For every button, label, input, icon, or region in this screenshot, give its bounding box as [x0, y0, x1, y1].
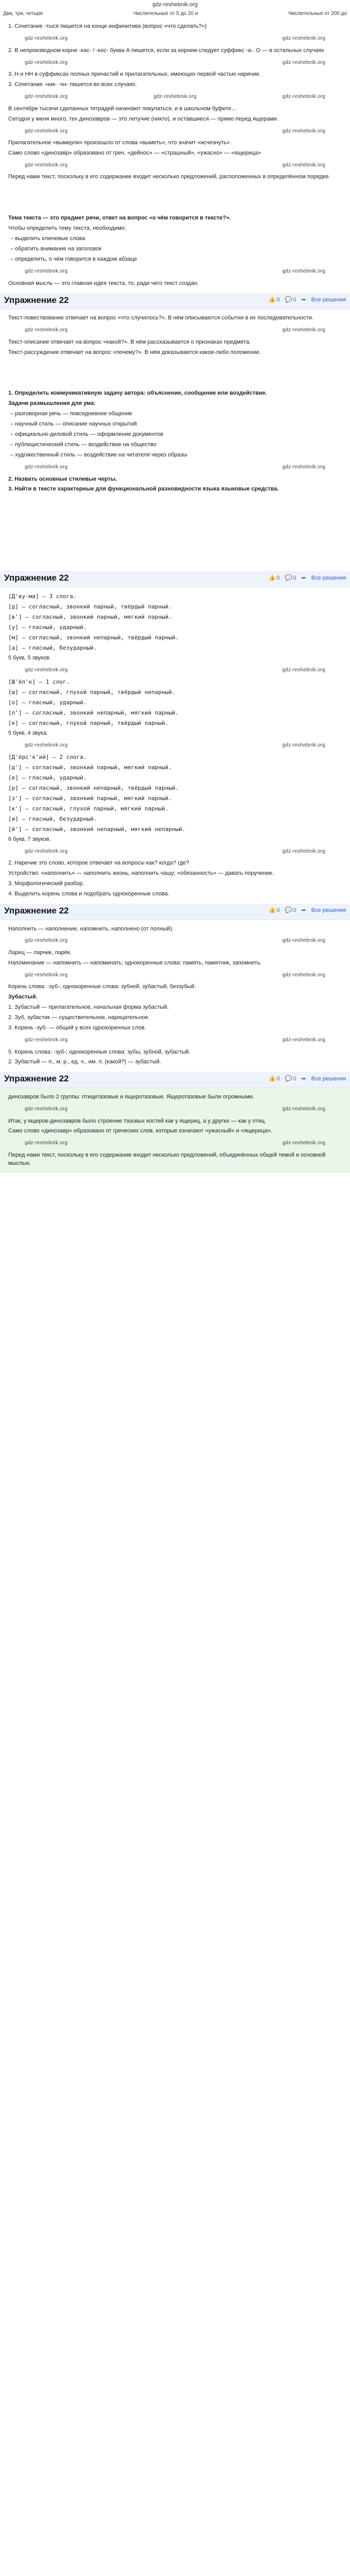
phoneme-line: [р] — согласный, звонкий непарный, твёрдый парный.	[8, 785, 179, 792]
comment-button[interactable]	[285, 296, 296, 304]
watermark: gdz-reshebnik.org	[282, 742, 325, 748]
paragraph: Текст-рассуждение отвечает на вопрос «почему?». В нём доказывается какое-либо положение.	[8, 349, 261, 355]
paragraph: Тема текста — это предмет речи, ответ на вопрос «о чём говорится в тексте?».	[8, 215, 231, 222]
page	[0, 0, 350, 1173]
watermark: gdz-reshebnik.org	[282, 1106, 325, 1112]
list-item: – определить, о чём говорится в каждом абзаце	[4, 255, 346, 265]
section-4	[0, 920, 350, 1072]
watermark: gdz-reshebnik.org	[25, 94, 68, 100]
paragraph: Итак, у ящеров-динозавров было строение тазовых костей как у ящериц, а у других — как у птиц.	[8, 1117, 266, 1124]
phoneme-line: [а] — гласный, безударный.	[8, 644, 97, 651]
comment-icon: 💬	[285, 907, 292, 914]
share-button[interactable]	[301, 574, 306, 583]
phoneme-line: [ш] — согласный, глухой парный, твёрдый непарный.	[8, 689, 176, 696]
like-button[interactable]	[269, 296, 280, 304]
list-item: – публицистический стиль — воздействие на общество	[4, 440, 346, 450]
exercise-title: Упражнение 22	[4, 295, 69, 305]
exercise-title: Упражнение 22	[4, 573, 69, 583]
paragraph: 2. В непроизводном корне -кас- / -кос- буква А пишется, если за корнем следует суффикс -а-. О — в остальных случаях	[8, 47, 325, 54]
list-item: – научный стиль — описание научных открытий	[4, 419, 346, 430]
paragraph: Чтобы определить тему текста, необходимо:	[8, 225, 126, 232]
watermark: gdz-reshebnik.org	[25, 667, 68, 673]
phoneme-line: [в'] — согласный, звонкий парный, мягкий парный.	[8, 613, 172, 620]
watermark: gdz-reshebnik.org	[25, 938, 68, 944]
watermark: gdz-reshebnik.org	[25, 128, 68, 134]
phoneme-line: [и] — гласный, безударный.	[8, 815, 97, 822]
watermark: gdz-reshebnik.org	[153, 94, 197, 100]
watermark: gdz-reshebnik.org	[282, 162, 325, 168]
top-item-2[interactable]: Числительные от 5 до 20 и	[133, 10, 198, 16]
watermark: gdz-reshebnik.org	[282, 667, 325, 673]
phoneme-line: [о] — гласный, ударный.	[8, 699, 87, 706]
phoneme-line: [м] — согласный, звонкий непарный, твёрдый парный.	[8, 634, 179, 641]
watermark: gdz-reshebnik.org	[282, 464, 325, 470]
watermark: gdz-reshebnik.org	[282, 848, 325, 854]
paragraph: Ларец — ларчик, ларёк.	[8, 949, 72, 956]
exercise-header	[0, 293, 350, 310]
watermark: gdz-reshebnik.org	[282, 1140, 325, 1146]
paragraph: Прилагательное «вымерли» произошло от слова «выметь», что значит «исчезнуть».	[8, 140, 232, 146]
list-item: – обратить внимание на заголовок	[4, 244, 346, 255]
exercise-header	[0, 904, 350, 920]
phoneme-line: [е] — гласный, ударный.	[8, 774, 87, 782]
like-count: 0	[276, 1075, 280, 1082]
top-item-3[interactable]: Числительные от 200 до	[288, 10, 347, 16]
section-5	[0, 1088, 350, 1173]
summary: 5 букв, 5 звуков.	[8, 654, 51, 661]
paragraph: Корень слова: -зуб-; однокоренные слова: зубной, зубастый, беззубый.	[8, 984, 196, 990]
phoneme-line: [й'] — согласный, звонкий непарный, мягкий непарный.	[8, 825, 186, 833]
watermark: gdz-reshebnik.org	[25, 1037, 68, 1043]
watermark: gdz-reshebnik.org	[25, 162, 68, 168]
paragraph: динозавров было 2 группы: птицетазовые и ящеротазовые. Ящеротазовые были огромными.	[8, 1094, 254, 1100]
paragraph: 5. Корень слова: -зуб-; однокоренные слова: зубы, зубной, зубастый.	[8, 1048, 190, 1055]
all-answers-link[interactable]: Все решения	[311, 907, 346, 914]
list-item: – выделить ключевые слова	[4, 234, 346, 244]
paragraph: Текст-описание отвечает на вопрос «какой?». В нём рассказывается о признаках предмета.	[8, 338, 251, 345]
list-item: – официально-деловой стиль — оформление документов	[4, 430, 346, 440]
thumbs-up-icon: 👍	[268, 1075, 276, 1082]
paragraph: 1. Сочетание -тыся пишется на конце инфинитива (вопрос «что сделать?»)	[8, 23, 207, 30]
summary: 5 букв, 4 звука.	[8, 730, 48, 736]
transcription: [Ш'ёл'к] — 1 слог.	[8, 679, 70, 686]
watermark: gdz-reshebnik.org	[25, 1140, 68, 1146]
paragraph: В сентябре тысячи сделанных тетрадей начинают покупаться, и в школьном буфете…	[8, 105, 237, 112]
watermark: gdz-reshebnik.org	[282, 1037, 325, 1043]
paragraph: 4. Выделить корень слова и подобрать однокоренные слова.	[8, 890, 169, 897]
comment-icon: 💬	[285, 574, 292, 581]
paragraph: 3. Н и НН в суффиксах полных причастий и прилагательных, имеющих первой частью наречие.	[8, 71, 261, 78]
phoneme-line: [д] — согласный, звонкий парный, твёрдый парный.	[8, 603, 172, 610]
paragraph: 3. Корень -зуб- — общий у всех однокоренных слов.	[8, 1025, 146, 1031]
watermark: gdz-reshebnik.org	[25, 36, 68, 42]
paragraph: Перед нами текст, поскольку в его содержание входит несколько предложений, расположенных в определённом порядке.	[8, 174, 330, 180]
phoneme-line: [к] — согласный, глухой парный, твёрдый парный.	[8, 719, 169, 726]
all-answers-link[interactable]: Все решения	[311, 574, 346, 581]
thumbs-up-icon: 👍	[268, 907, 276, 914]
thumbs-up-icon: 👍	[268, 296, 276, 303]
all-answers-link[interactable]: Все решения	[311, 296, 346, 303]
like-count: 0	[276, 574, 280, 581]
watermark: gdz-reshebnik.org	[282, 972, 325, 978]
comment-button[interactable]	[285, 574, 296, 583]
watermark: gdz-reshebnik.org	[25, 268, 68, 275]
section-2	[0, 309, 350, 571]
paragraph: Устройство: «наполнить» — наполнить жизнь, наполнить чашу; «обязанность» — давать поручение.	[8, 870, 274, 877]
watermark: gdz-reshebnik.org	[25, 59, 68, 65]
paragraph: 2. Зубастый — п., м. р., ед. ч., им. п. (какой?) — зубастый.	[8, 1059, 161, 1065]
thumbs-up-icon: 👍	[268, 574, 276, 581]
comment-count: 0	[293, 296, 296, 303]
comment-count: 0	[293, 574, 296, 581]
watermark: gdz-reshebnik.org	[282, 94, 325, 100]
paragraph: Само слово «динозавр» образовано от греч. «дейнос» — «страшный», «ужасно» — «ящерица»	[8, 150, 261, 156]
share-button[interactable]	[301, 907, 306, 915]
list-item: – разговорная речь — повседневное общение	[4, 409, 346, 419]
site-url[interactable]: gdz-reshebnik.org	[152, 2, 198, 8]
watermark: gdz-reshebnik.org	[282, 327, 325, 333]
comment-icon: 💬	[285, 1075, 292, 1082]
section-1	[0, 18, 350, 293]
paragraph: 3. Сочетание -ник- -чн- пишется во всех случаях.	[8, 81, 137, 88]
like-count: 0	[276, 296, 280, 303]
phoneme-line: [д'] — согласный, звонкий парный, мягкий парный.	[8, 764, 172, 771]
comment-count: 0	[293, 907, 296, 914]
share-button[interactable]	[301, 296, 306, 304]
watermark: gdz-reshebnik.org	[282, 59, 325, 65]
like-button[interactable]	[269, 1075, 280, 1083]
comment-icon: 💬	[285, 296, 292, 303]
paragraph: 1. Определить коммуникативную задачу автора: объяснение, сообщение или воздействие.	[8, 390, 267, 397]
watermark: gdz-reshebnik.org	[282, 36, 325, 42]
share-icon: ➦	[301, 574, 306, 581]
paragraph: 2. Назвать основные стилевые черты.	[8, 476, 117, 482]
paragraph: Зубастый.	[8, 994, 38, 1001]
paragraph: 1. Зубастый — прилагательное, начальная форма зубастый.	[8, 1004, 169, 1011]
phoneme-line: [л'] — согласный, звонкий непарный, мягкий парный.	[8, 709, 179, 716]
transcription: [Д'ёрс'к'ий] — 2 слога.	[8, 754, 87, 761]
transcription: [Д'ву-ма] — 3 слога.	[8, 593, 77, 600]
comment-button[interactable]	[285, 907, 296, 915]
watermark: gdz-reshebnik.org	[25, 464, 68, 470]
section-3	[0, 587, 350, 904]
comment-button[interactable]	[285, 1075, 296, 1083]
paragraph: Перед нами текст, поскольку в его содержание входит несколько предложений, объединённых общей темой и основной мыслью.	[8, 1151, 326, 1166]
watermark: gdz-reshebnik.org	[25, 327, 68, 333]
share-icon: ➦	[301, 907, 306, 914]
watermark: gdz-reshebnik.org	[282, 938, 325, 944]
list-item: – художественный стиль — воздействие на читателя через образы	[4, 450, 346, 461]
watermark: gdz-reshebnik.org	[25, 1106, 68, 1112]
like-button[interactable]	[269, 907, 280, 915]
top-row	[0, 10, 350, 18]
share-icon: ➦	[301, 1075, 306, 1082]
like-count: 0	[276, 907, 280, 914]
phoneme-line: [к'] — согласный, глухой парный, мягкий парный.	[8, 805, 169, 812]
paragraph: 2. Наречие это слово, которое отвечает на вопросы как? когда? где?	[8, 860, 189, 867]
paragraph: 3. Морфологический разбор.	[8, 880, 84, 887]
like-button[interactable]	[269, 574, 280, 583]
summary: 6 букв, 7 звуков.	[8, 836, 51, 842]
exercise-header	[0, 571, 350, 587]
paragraph: Сегодня у меня много, тех динозавров — это летучие (никто), и оставшиеся — прямо перед ящерами.	[8, 115, 278, 122]
paragraph: Напоминание — напомнить — напоминать; однокоренные слова: память, памятник, запомнить.	[8, 959, 262, 966]
watermark: gdz-reshebnik.org	[25, 972, 68, 978]
share-icon: ➦	[301, 296, 306, 303]
phoneme-line: [у] — гласный, ударный.	[8, 623, 87, 631]
all-answers-link[interactable]: Все решения	[311, 1075, 346, 1082]
paragraph: Текст-повествование отвечает на вопрос «что случилось?». В нём описываются события в их последовательности.	[8, 315, 313, 321]
paragraph: 3. Найти в тексте характерные для функциональной разновидности языка языковые средства.	[8, 486, 279, 493]
comment-count: 0	[293, 1075, 296, 1082]
top-item-1[interactable]: Два, три, четыре	[3, 10, 43, 16]
phoneme-line: [з'] — согласный, звонкий парный, мягкий парный.	[8, 794, 172, 802]
exercise-title: Упражнение 22	[4, 905, 69, 916]
exercise-title: Упражнение 22	[4, 1074, 69, 1084]
watermark: gdz-reshebnik.org	[25, 848, 68, 854]
paragraph: Наполнить — наполнение, напомнить, наполнено (от полный).	[8, 925, 174, 932]
watermark: gdz-reshebnik.org	[282, 128, 325, 134]
paragraph: Основная мысль — это главная идея текста, то, ради чего текст создан.	[8, 280, 199, 286]
watermark: gdz-reshebnik.org	[25, 742, 68, 748]
watermark: gdz-reshebnik.org	[282, 268, 325, 275]
paragraph: 2. Зуб, зубастик — существительное, нарицательное.	[8, 1014, 150, 1021]
share-button[interactable]	[301, 1075, 306, 1083]
paragraph: Задачи размышления для ума:	[8, 400, 96, 407]
paragraph: Само слово «динозавр» образовано от греческих слов, которые означают «ужасный» и «ящерица».	[8, 1128, 272, 1134]
exercise-header	[0, 1072, 350, 1088]
